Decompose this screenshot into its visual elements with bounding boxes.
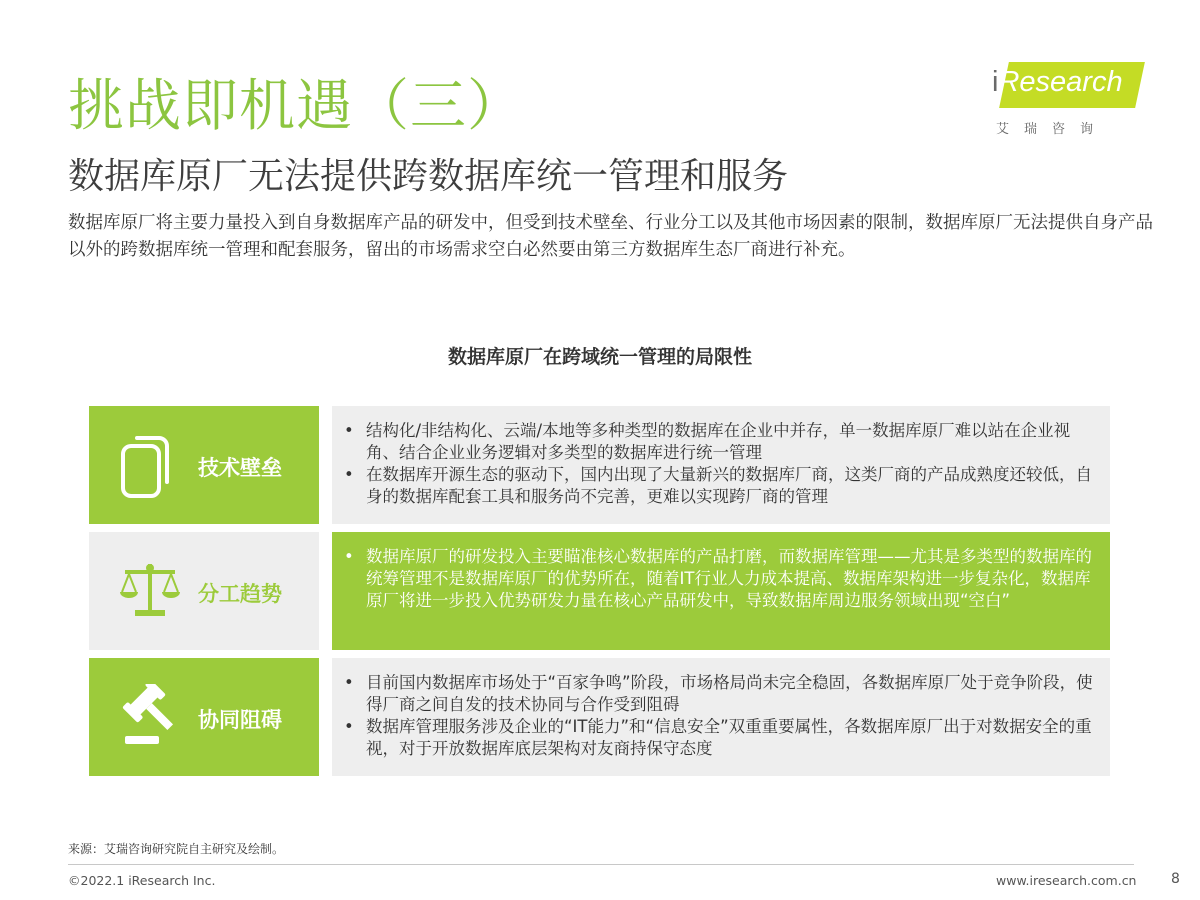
row-label: 技术壁垒 [198,456,282,480]
section-title: 数据库原厂在跨域统一管理的局限性 [447,346,752,368]
row-label-panel [89,532,319,650]
row-content-panel [332,658,1110,776]
page-subtitle: 数据库原厂无法提供跨数据库统一管理和服务 [68,156,789,197]
footer-divider [68,864,1134,865]
bullet-item: • 数据库原厂的研发投入主要瞄准核心数据库的产品打磨，而数据库管理——尤其是多类型的数据库的统筹管理不是数据库原厂的优势所在，随着IT行业人力成本提高、数据库架构进一步复杂化，数据库原厂将进一步投入优势研发力量在核心产品研发中，导致数据库周边服务领域出现“空白” [344,546,1096,612]
row-label-panel [89,406,319,524]
page-title: 挑战即机遇（三） [68,74,524,139]
row-label: 协同阻碍 [198,708,282,732]
gavel-icon [119,684,183,748]
row-label: 分工趋势 [198,582,282,606]
bullet-item: • 结构化/非结构化、云端/本地等多种类型的数据库在企业中并存，单一数据库原厂难以站在企业视角、结合企业业务逻辑对多类型的数据库进行统一管理 [344,420,1096,464]
row-label-panel [89,658,319,776]
balance-scale-icon [119,560,181,622]
intro-paragraph: 数据库原厂将主要力量投入到自身数据库产品的研发中，但受到技术壁垒、行业分工以及其他市场因素的限制，数据库原厂无法提供自身产品以外的跨数据库统一管理和配套服务，留出的市场需求空白必然要由第三方数据库生态厂商进行补充。 [68,213,1153,260]
iresearch-logo [992,62,1142,142]
bullet-item: • 数据库管理服务涉及企业的“IT能力”和“信息安全”双重重要属性，各数据库原厂出于对数据安全的重视，对于开放数据库底层架构对友商持保守态度 [344,716,1096,760]
logo-wordmark: iResearch [992,66,1123,98]
bullet-item: • 目前国内数据库市场处于“百家争鸣”阶段，市场格局尚未完全稳固，各数据库原厂处于竞争阶段，使得厂商之间自发的技术协同与合作受到阻碍 [344,672,1096,716]
row-content-panel [332,406,1110,524]
row-division-trend [89,532,1110,650]
copy-icon [119,430,175,500]
copyright: ©2022.1 iResearch Inc. [68,873,216,888]
bullet-item: • 在数据库开源生态的驱动下，国内出现了大量新兴的数据库厂商，这类厂商的产品成熟度还较低，自身的数据库配套工具和服务尚不完善，更难以实现跨厂商的管理 [344,464,1096,508]
page-number: 8 [1171,871,1180,887]
row-tech-barrier [89,406,1110,524]
website-link[interactable]: www.iresearch.com.cn [996,873,1137,888]
logo-chinese: 艾瑞咨询 [996,122,1109,137]
row-collaboration-barrier [89,658,1110,776]
source-note: 来源：艾瑞咨询研究院自主研究及绘制。 [68,842,285,856]
row-content-panel [332,532,1110,650]
